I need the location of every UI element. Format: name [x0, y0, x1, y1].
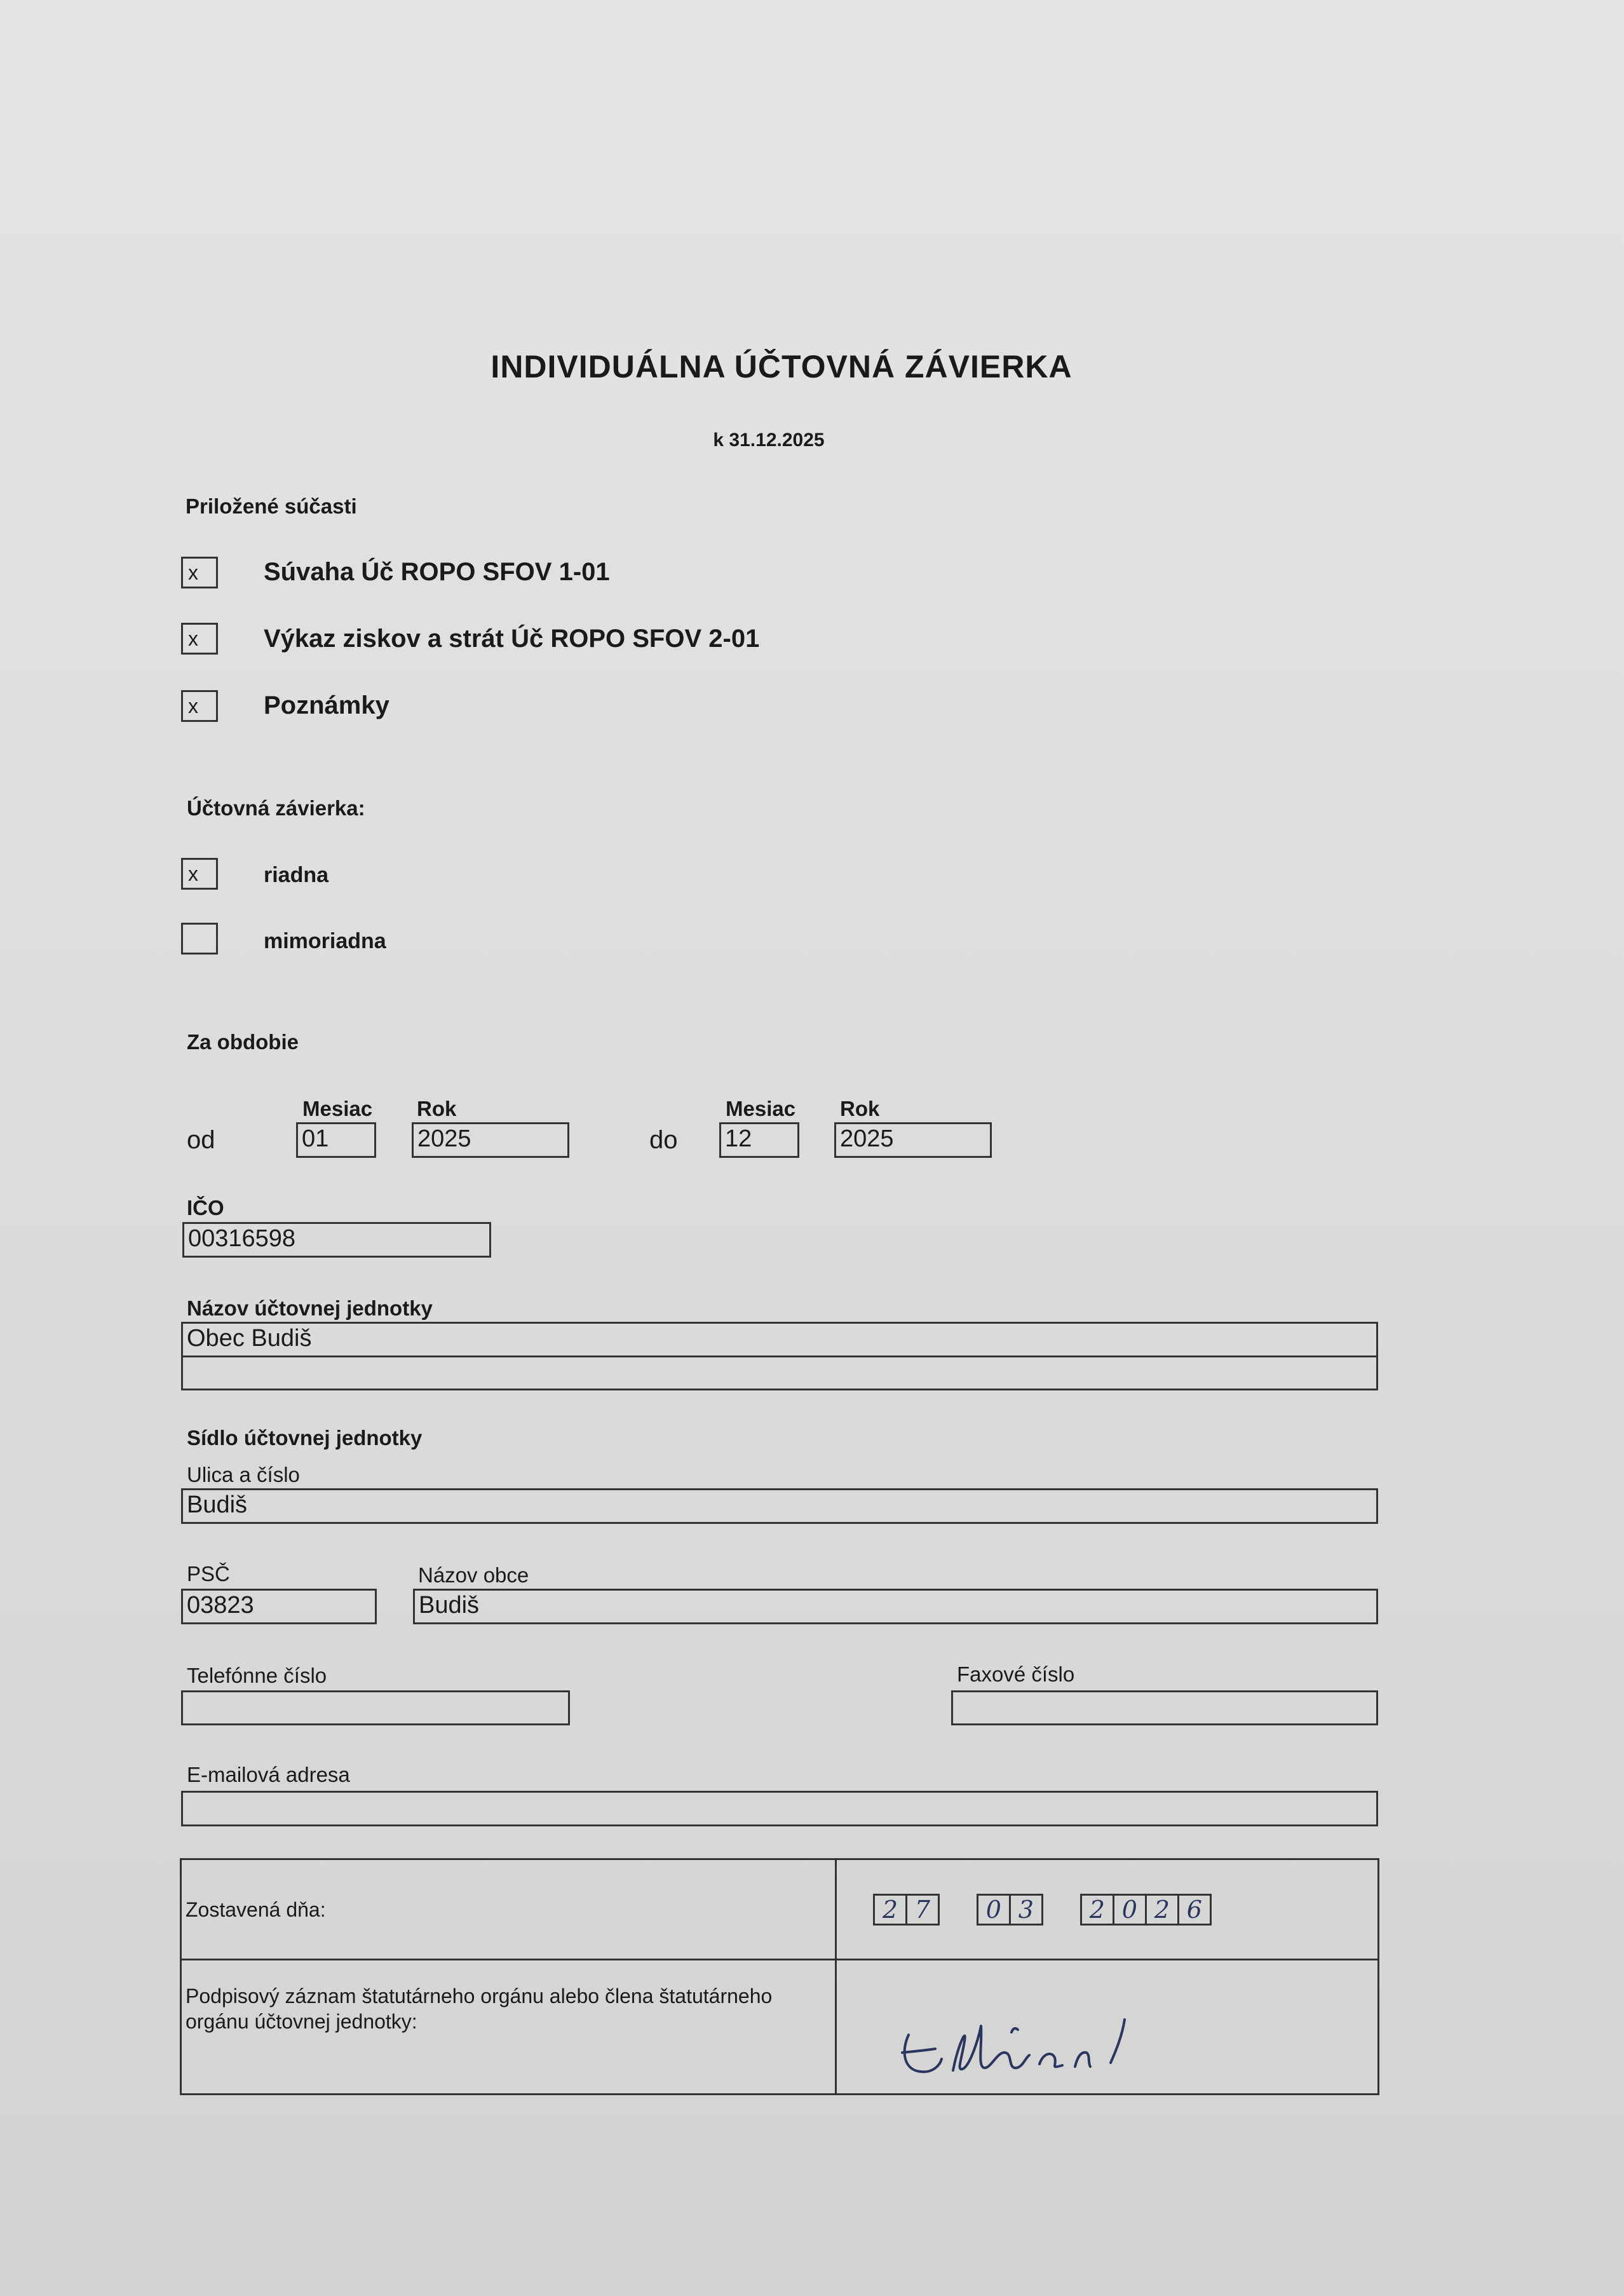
compiled-month[interactable] — [978, 1894, 1043, 1926]
town-field[interactable]: Budiš — [413, 1589, 1378, 1624]
to-label: do — [649, 1126, 678, 1154]
label-profit-loss: Výkaz ziskov a strát Úč ROPO SFOV 2-01 — [264, 625, 760, 653]
day-digit: 2 — [873, 1894, 907, 1926]
to-month-field[interactable]: 12 — [719, 1122, 799, 1158]
signature-label-cell — [181, 1960, 836, 2095]
fax-field[interactable] — [951, 1690, 1378, 1725]
phone-field[interactable] — [181, 1690, 570, 1725]
email-field[interactable] — [181, 1791, 1378, 1826]
period-heading: Za obdobie — [187, 1030, 299, 1054]
psc-field[interactable]: 03823 — [181, 1589, 377, 1624]
to-year-label: Rok — [840, 1097, 880, 1120]
from-year-field[interactable]: 2025 — [412, 1122, 569, 1158]
year-digit: 0 — [1113, 1894, 1147, 1926]
closing-type-heading: Účtovná závierka: — [187, 796, 365, 820]
from-year-label: Rok — [417, 1097, 457, 1120]
checkbox-regular[interactable]: x — [181, 858, 218, 890]
compiled-year[interactable] — [1082, 1894, 1212, 1926]
email-label: E-mailová adresa — [187, 1763, 350, 1786]
entity-name-label: Názov účtovnej jednotky — [187, 1296, 433, 1320]
compiled-label-cell — [181, 1859, 836, 1960]
attachments-heading: Priložené súčasti — [186, 494, 357, 518]
ico-label: IČO — [187, 1196, 224, 1219]
checkbox-profit-loss[interactable]: x — [181, 623, 218, 655]
year-digit: 6 — [1177, 1894, 1212, 1926]
town-label: Názov obce — [418, 1563, 529, 1587]
to-month-label: Mesiac — [726, 1097, 796, 1120]
psc-label: PSČ — [187, 1562, 230, 1586]
compiled-label: Zostavená dňa: — [186, 1898, 326, 1921]
from-month-label: Mesiac — [302, 1097, 373, 1120]
label-extraordinary: mimoriadna — [264, 929, 386, 953]
street-field[interactable]: Budiš — [181, 1488, 1378, 1524]
month-digit: 3 — [1009, 1894, 1043, 1926]
label-notes: Poznámky — [264, 691, 389, 719]
day-digit: 7 — [905, 1894, 940, 1926]
year-digit: 2 — [1080, 1894, 1114, 1926]
checkbox-extraordinary[interactable] — [181, 923, 218, 954]
signature-label: Podpisový záznam štatutárneho orgánu alebo člena štatutárneho orgánu účtovnej jednotky: — [186, 1985, 773, 2033]
label-regular: riadna — [264, 863, 329, 887]
ico-field[interactable]: 00316598 — [182, 1222, 491, 1258]
seat-heading: Sídlo účtovnej jednotky — [187, 1426, 423, 1450]
handwritten-signature — [896, 2007, 1163, 2089]
entity-name-field-line1[interactable]: Obec Budiš — [181, 1322, 1378, 1357]
checkbox-notes[interactable]: x — [181, 690, 218, 722]
label-balance-sheet: Súvaha Úč ROPO SFOV 1-01 — [264, 558, 610, 586]
compiled-day[interactable] — [875, 1894, 940, 1926]
entity-name-field-line2[interactable] — [181, 1355, 1378, 1390]
from-label: od — [187, 1126, 215, 1154]
fax-label: Faxové číslo — [957, 1662, 1075, 1686]
signature-table — [180, 1858, 1379, 2095]
document-title: INDIVIDUÁLNA ÚČTOVNÁ ZÁVIERKA — [491, 349, 1073, 384]
checkbox-balance-sheet[interactable]: x — [181, 557, 218, 588]
phone-label: Telefónne číslo — [187, 1664, 327, 1687]
compiled-date-cell[interactable] — [836, 1859, 1379, 1960]
from-month-field[interactable]: 01 — [296, 1122, 376, 1158]
year-digit: 2 — [1145, 1894, 1179, 1926]
month-digit: 0 — [977, 1894, 1011, 1926]
to-year-field[interactable]: 2025 — [834, 1122, 992, 1158]
street-label: Ulica a číslo — [187, 1463, 300, 1486]
document-date: k 31.12.2025 — [713, 430, 825, 451]
